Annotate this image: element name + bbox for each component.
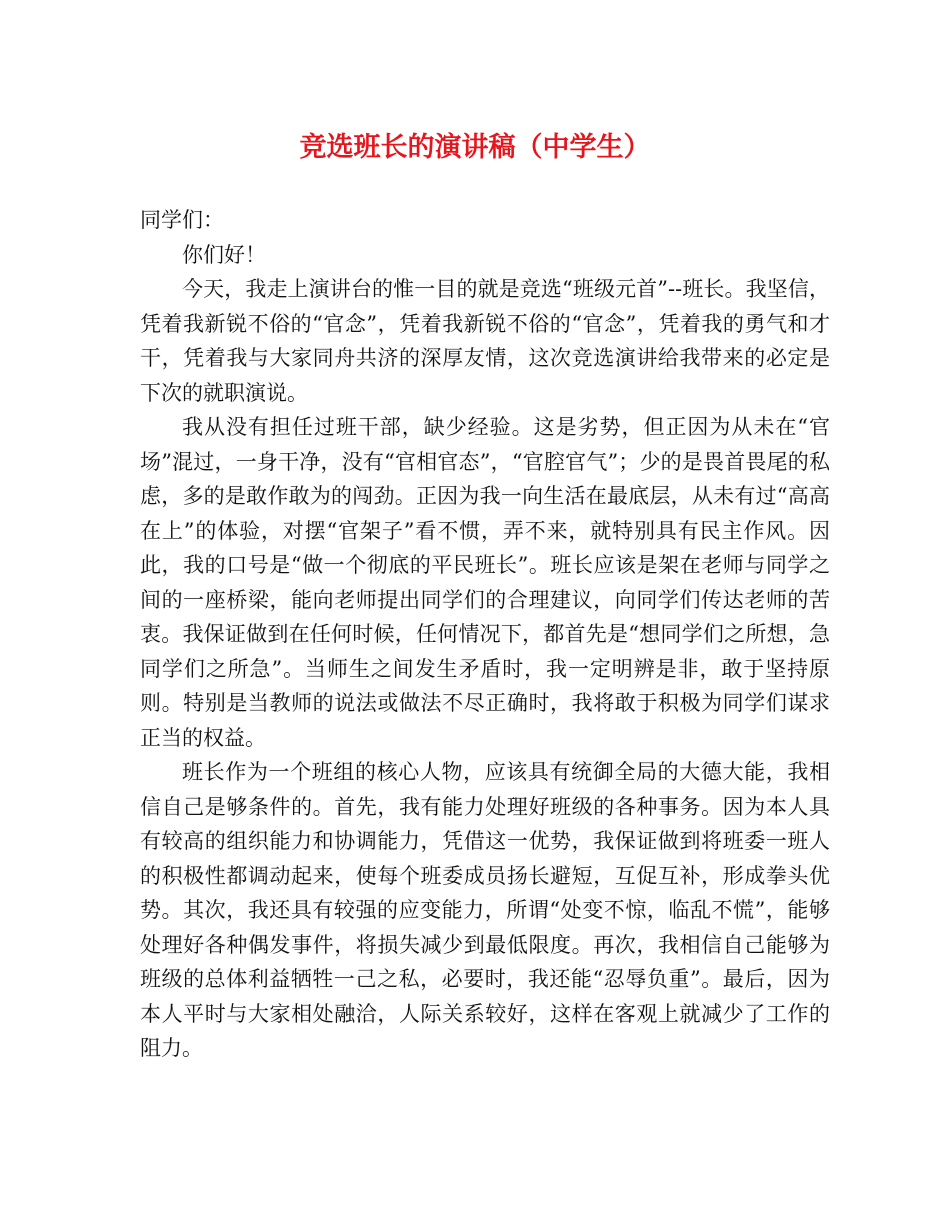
paragraph-intro: 今天，我走上演讲台的惟一目的就是竞选“班级元首”--班长。我坚信，凭着我新锐不俗的“官念”，凭着我新锐不俗的“官念”，凭着我的勇气和才干，凭着我与大家同舟共济的深厚友情，这次竞选演讲给我带来的必定是下次的就职演说。 xyxy=(140,277,830,405)
document-title: 竞选班长的演讲稿（中学生） xyxy=(299,132,651,163)
paragraph-ability: 班长作为一个班组的核心人物，应该具有统御全局的大德大能，我相信自己是够条件的。首先，我有能力处理好班级的各种事务。因为本人具有较高的组织能力和协调能力，凭借这一优势，我保证做到将班委一班人的积极性都调动起来，使每个班委成员扬长避短，互促互补，形成拳头优势。其次，我还具有较强的应变能力，所谓“处变不惊，临乱不慌”，能够处理好各种偶发事件，将损失减少到最低限度。再次，我相信自己能够为班级的总体利益牺牲一己之私，必要时，我还能“忍辱负重”。最后，因为本人平时与大家相处融洽，人际关系较好，这样在客观上就减少了工作的阻力。 xyxy=(140,760,830,1060)
document-body xyxy=(140,203,830,1066)
salutation: 同学们： xyxy=(140,208,224,232)
paragraph-greeting: 你们好！ xyxy=(182,242,266,267)
paragraph-style: 我从没有担任过班干部，缺少经验。这是劣势，但正因为从未在“官场”混过，一身干净，没有“官相官态”，“官腔官气”；少的是畏首畏尾的私虑，多的是敢作敢为的闯劲。正因为我一向生活在最底层，从未有过“高高在上”的体验，对摆“官架子”看不惯，弄不来，就特别具有民主作风。因此，我的口号是“做一个彻底的平民班长”。班长应该是架在老师与同学之间的一座桥梁，能向老师提出同学们的合理建议，向同学们传达老师的苦衷。我保证做到在任何时候，任何情况下，都首先是“想同学们之所想，急同学们之所急”。当师生之间发生矛盾时，我一定明辨是非，敢于坚持原则。特别是当教师的说法或做法不尽正确时，我将敢于积极为同学们谋求正当的权益。 xyxy=(140,415,830,750)
